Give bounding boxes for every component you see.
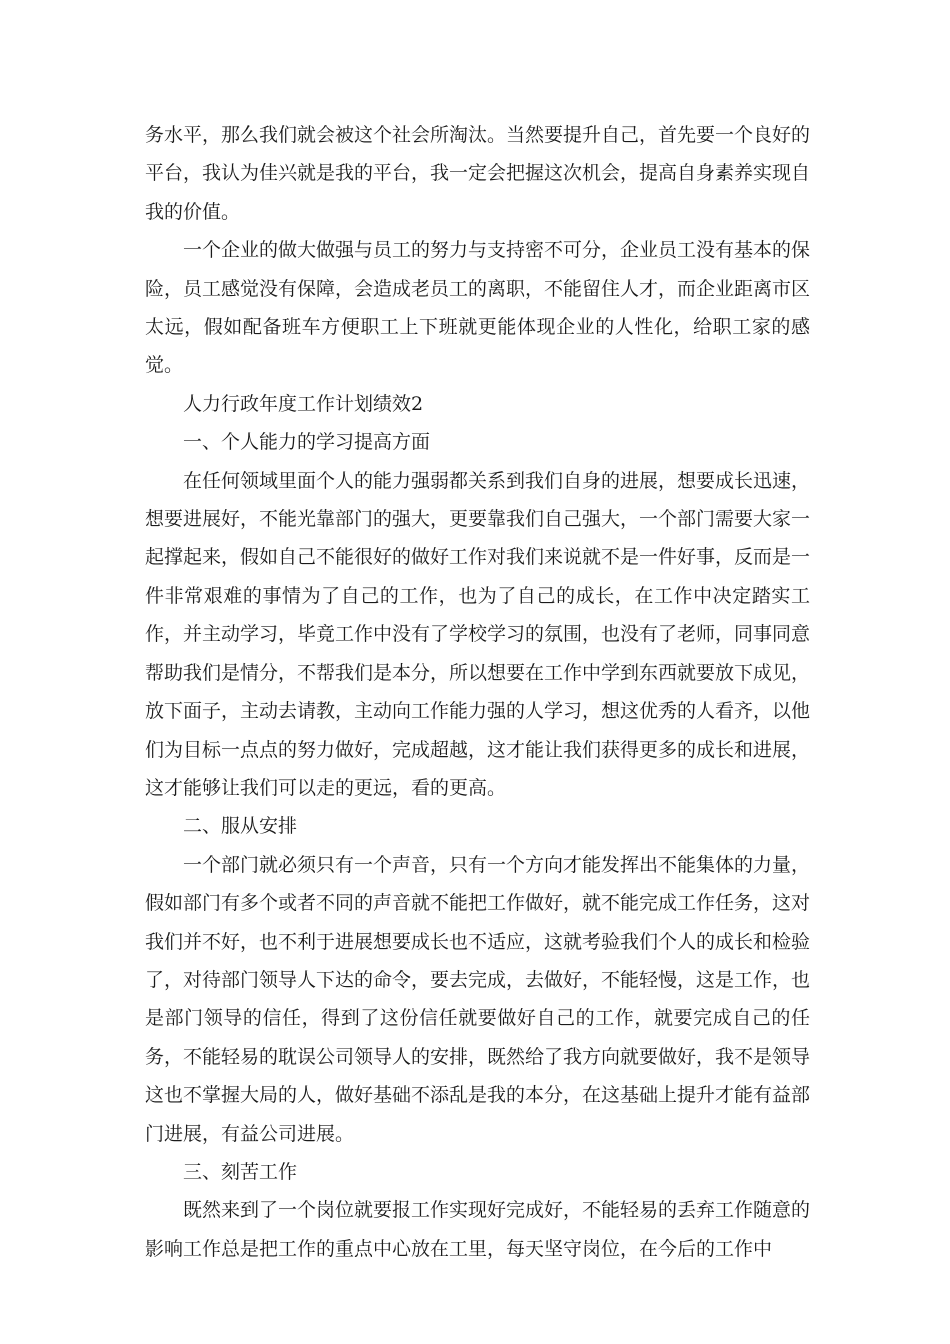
section-heading-3: 三、刻苦工作 bbox=[183, 1160, 298, 1183]
paragraph-ability-learning: 在任何领域里面个人的能力强弱都关系到我们自身的进展，想要成长迅速，想要进展好，不能光靠部门的强大，更要靠我们自己强大，一个部门需要大家一起撑起来，假如自己不能很好的做好工作对我们来说就不是一件好事，反而是一件非常艰难的事情为了自己的工作，也为了自己的成长，在工作中决定踏实工作，并主动学习，毕竟工作中没有了学校学习的氛围，也没有了老师，同事同意帮助我们是情分，不帮我们是本分，所以想要在工作中学到东西就要放下成见，放下面子，主动去请教，主动向工作能力强的人学习，想这优秀的人看齐，以他们为目标一点点的努力做好，完成超越，这才能让我们获得更多的成长和进展，这才能够让我们可以走的更远，看的更高。 bbox=[145, 469, 811, 799]
section-title: 人力行政年度工作计划绩效2 bbox=[183, 392, 424, 415]
document-body bbox=[145, 116, 810, 1268]
paragraph-obey-arrangement: 一个部门就必须只有一个声音，只有一个方向才能发挥出不能集体的力量，假如部门有多个或者不同的声音就不能把工作做好，就不能完成工作任务，这对我们并不好，也不利于进展想要成长也不适应，这就考验我们个人的成长和检验了，对待部门领导人下达的命令，要去完成，去做好，不能轻慢，这是工作，也是部门领导的信任，得到了这份信任就要做好自己的工作，就要完成自己的任务，不能轻易的耽误公司领导人的安排，既然给了我方向就要做好，我不是领导这也不掌握大局的人，做好基础不添乱是我的本分，在这基础上提升才能有益部门进展，有益公司进展。 bbox=[145, 853, 811, 1145]
section-heading-1: 一、个人能力的学习提高方面 bbox=[183, 431, 431, 454]
section-heading-2: 二、服从安排 bbox=[183, 815, 298, 838]
paragraph-enterprise-support: 一个企业的做大做强与员工的努力与支持密不可分，企业员工没有基本的保险，员工感觉没有保障，会造成老员工的离职，不能留住人才，而企业距离市区太远，假如配备班车方便职工上下班就更能体现企业的人性化，给职工家的感觉。 bbox=[145, 239, 811, 377]
paragraph-intro-continuation: 务水平，那么我们就会被这个社会所淘汰。当然要提升自己，首先要一个良好的平台，我认为佳兴就是我的平台，我一定会把握这次机会，提高自身素养实现自我的价值。 bbox=[145, 124, 811, 223]
paragraph-hard-work: 既然来到了一个岗位就要报工作实现好完成好，不能轻易的丢弃工作随意的影响工作总是把工作的重点中心放在工里，每天坚守岗位，在今后的工作中 bbox=[145, 1199, 811, 1260]
